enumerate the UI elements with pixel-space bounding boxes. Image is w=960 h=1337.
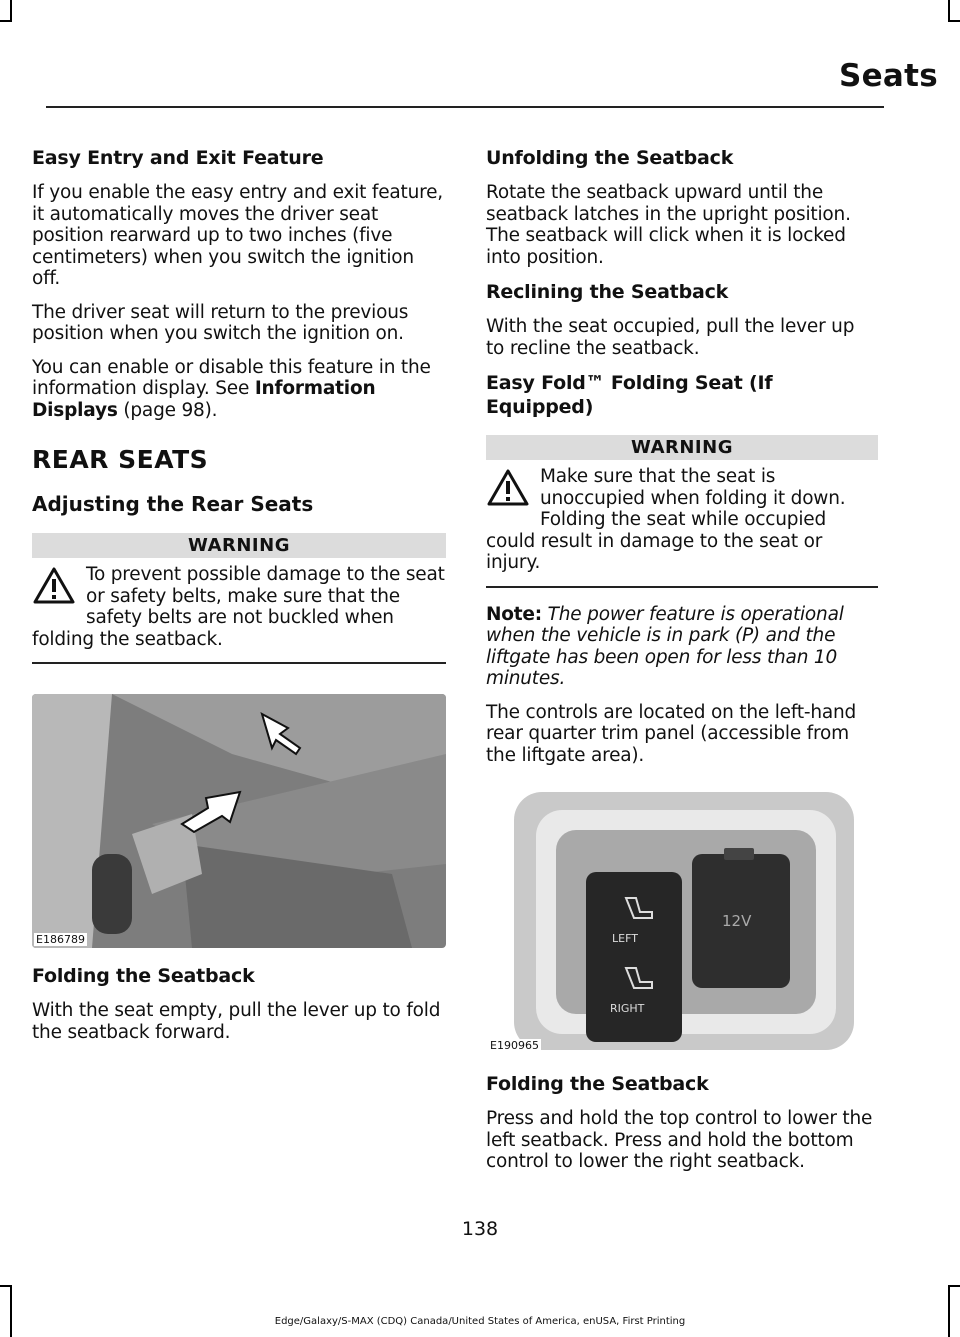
information-displays-link[interactable]: Information Displays — [32, 378, 376, 421]
adjusting-rear-seats-heading: Adjusting the Rear Seats — [32, 492, 314, 516]
header-divider — [46, 106, 884, 108]
power-fold-switch-image — [486, 790, 878, 1054]
controls-location-text: The controls are located on the left-hand rear quarter trim panel (accessible from the liftgate area). — [486, 701, 857, 766]
crop-mark — [948, 1285, 960, 1287]
rear-seat-lever-image — [32, 694, 446, 948]
crop-mark — [0, 20, 12, 22]
warning-box — [32, 564, 446, 664]
note-paragraph — [486, 604, 878, 690]
warning-text: To prevent possible damage to the seat or safety belts, make sure that the safety belts are not buckled when folding the seatback. — [32, 564, 445, 650]
page-header-title: Seats — [838, 58, 938, 94]
outlet-label: 12V — [722, 912, 752, 930]
reclining-seatback-heading: Reclining the Seatback — [486, 281, 729, 303]
folding-seatback-heading: Folding the Seatback — [486, 1073, 709, 1095]
image-code: E186789 — [36, 933, 85, 946]
switch-panel-illustration — [486, 790, 878, 1054]
crop-mark — [0, 1285, 12, 1287]
paragraph-text: (page 98). — [117, 399, 218, 421]
easy-entry-paragraph-2: The driver seat will return to the previous position when you switch the ignition on. — [32, 301, 409, 344]
crop-mark — [10, 0, 12, 22]
warning-text: Make sure that the seat is unoccupied when folding it down. Folding the seat while occupied could result in damage to the seat or injury. — [486, 466, 846, 573]
page-number: 138 — [461, 1218, 499, 1240]
reclining-seatback-text: With the seat occupied, pull the lever up to recline the seatback. — [486, 316, 855, 359]
left-column — [32, 146, 446, 1055]
folding-seatback-text: With the seat empty, pull the lever up to fold the seatback forward. — [32, 1000, 441, 1043]
crop-mark — [10, 1285, 12, 1337]
note-text: The power feature is operational when the vehicle is in park (P) and the liftgate has been open for less than 10 minutes. — [486, 603, 844, 689]
easy-entry-paragraph-1: If you enable the easy entry and exit feature, it automatically moves the driver seat position rearward up to two inches (five centimeters) when you switch the ignition off. — [32, 182, 443, 289]
folding-seatback-heading: Folding the Seatback — [32, 965, 255, 987]
warning-label: WARNING — [486, 435, 878, 460]
image-code: E190965 — [490, 1039, 539, 1052]
left-switch-label: LEFT — [612, 932, 638, 945]
warning-triangle-icon — [486, 468, 530, 508]
footer-text: Edge/Galaxy/S-MAX (CDQ) Canada/United States of America, enUSA, First Printing — [274, 1316, 686, 1327]
right-switch-label: RIGHT — [610, 1002, 645, 1015]
paragraph-text: You can enable or disable this feature in the information display. See — [32, 356, 431, 399]
crop-mark — [948, 1285, 950, 1337]
unfolding-seatback-heading: Unfolding the Seatback — [486, 147, 734, 169]
rear-seat-illustration — [32, 694, 446, 948]
easy-entry-heading: Easy Entry and Exit Feature — [32, 147, 324, 169]
right-column — [486, 146, 878, 1185]
crop-mark — [948, 0, 950, 22]
easy-fold-heading: Easy Fold™ Folding Seat (If Equipped) — [486, 372, 773, 418]
unfolding-seatback-text: Rotate the seatback upward until the seatback latches in the upright position. The seatback will click when it is locked into position. — [486, 182, 851, 268]
folding-seatback-text: Press and hold the top control to lower the left seatback. Press and hold the bottom control to lower the right seatback. — [486, 1108, 873, 1172]
rear-seats-heading: REAR SEATS — [32, 445, 209, 474]
easy-entry-paragraph-3 — [32, 357, 446, 422]
warning-triangle-icon — [32, 566, 76, 606]
warning-label: WARNING — [32, 533, 446, 558]
warning-box — [486, 466, 878, 588]
note-label: Note: — [486, 603, 542, 625]
crop-mark — [948, 20, 960, 22]
